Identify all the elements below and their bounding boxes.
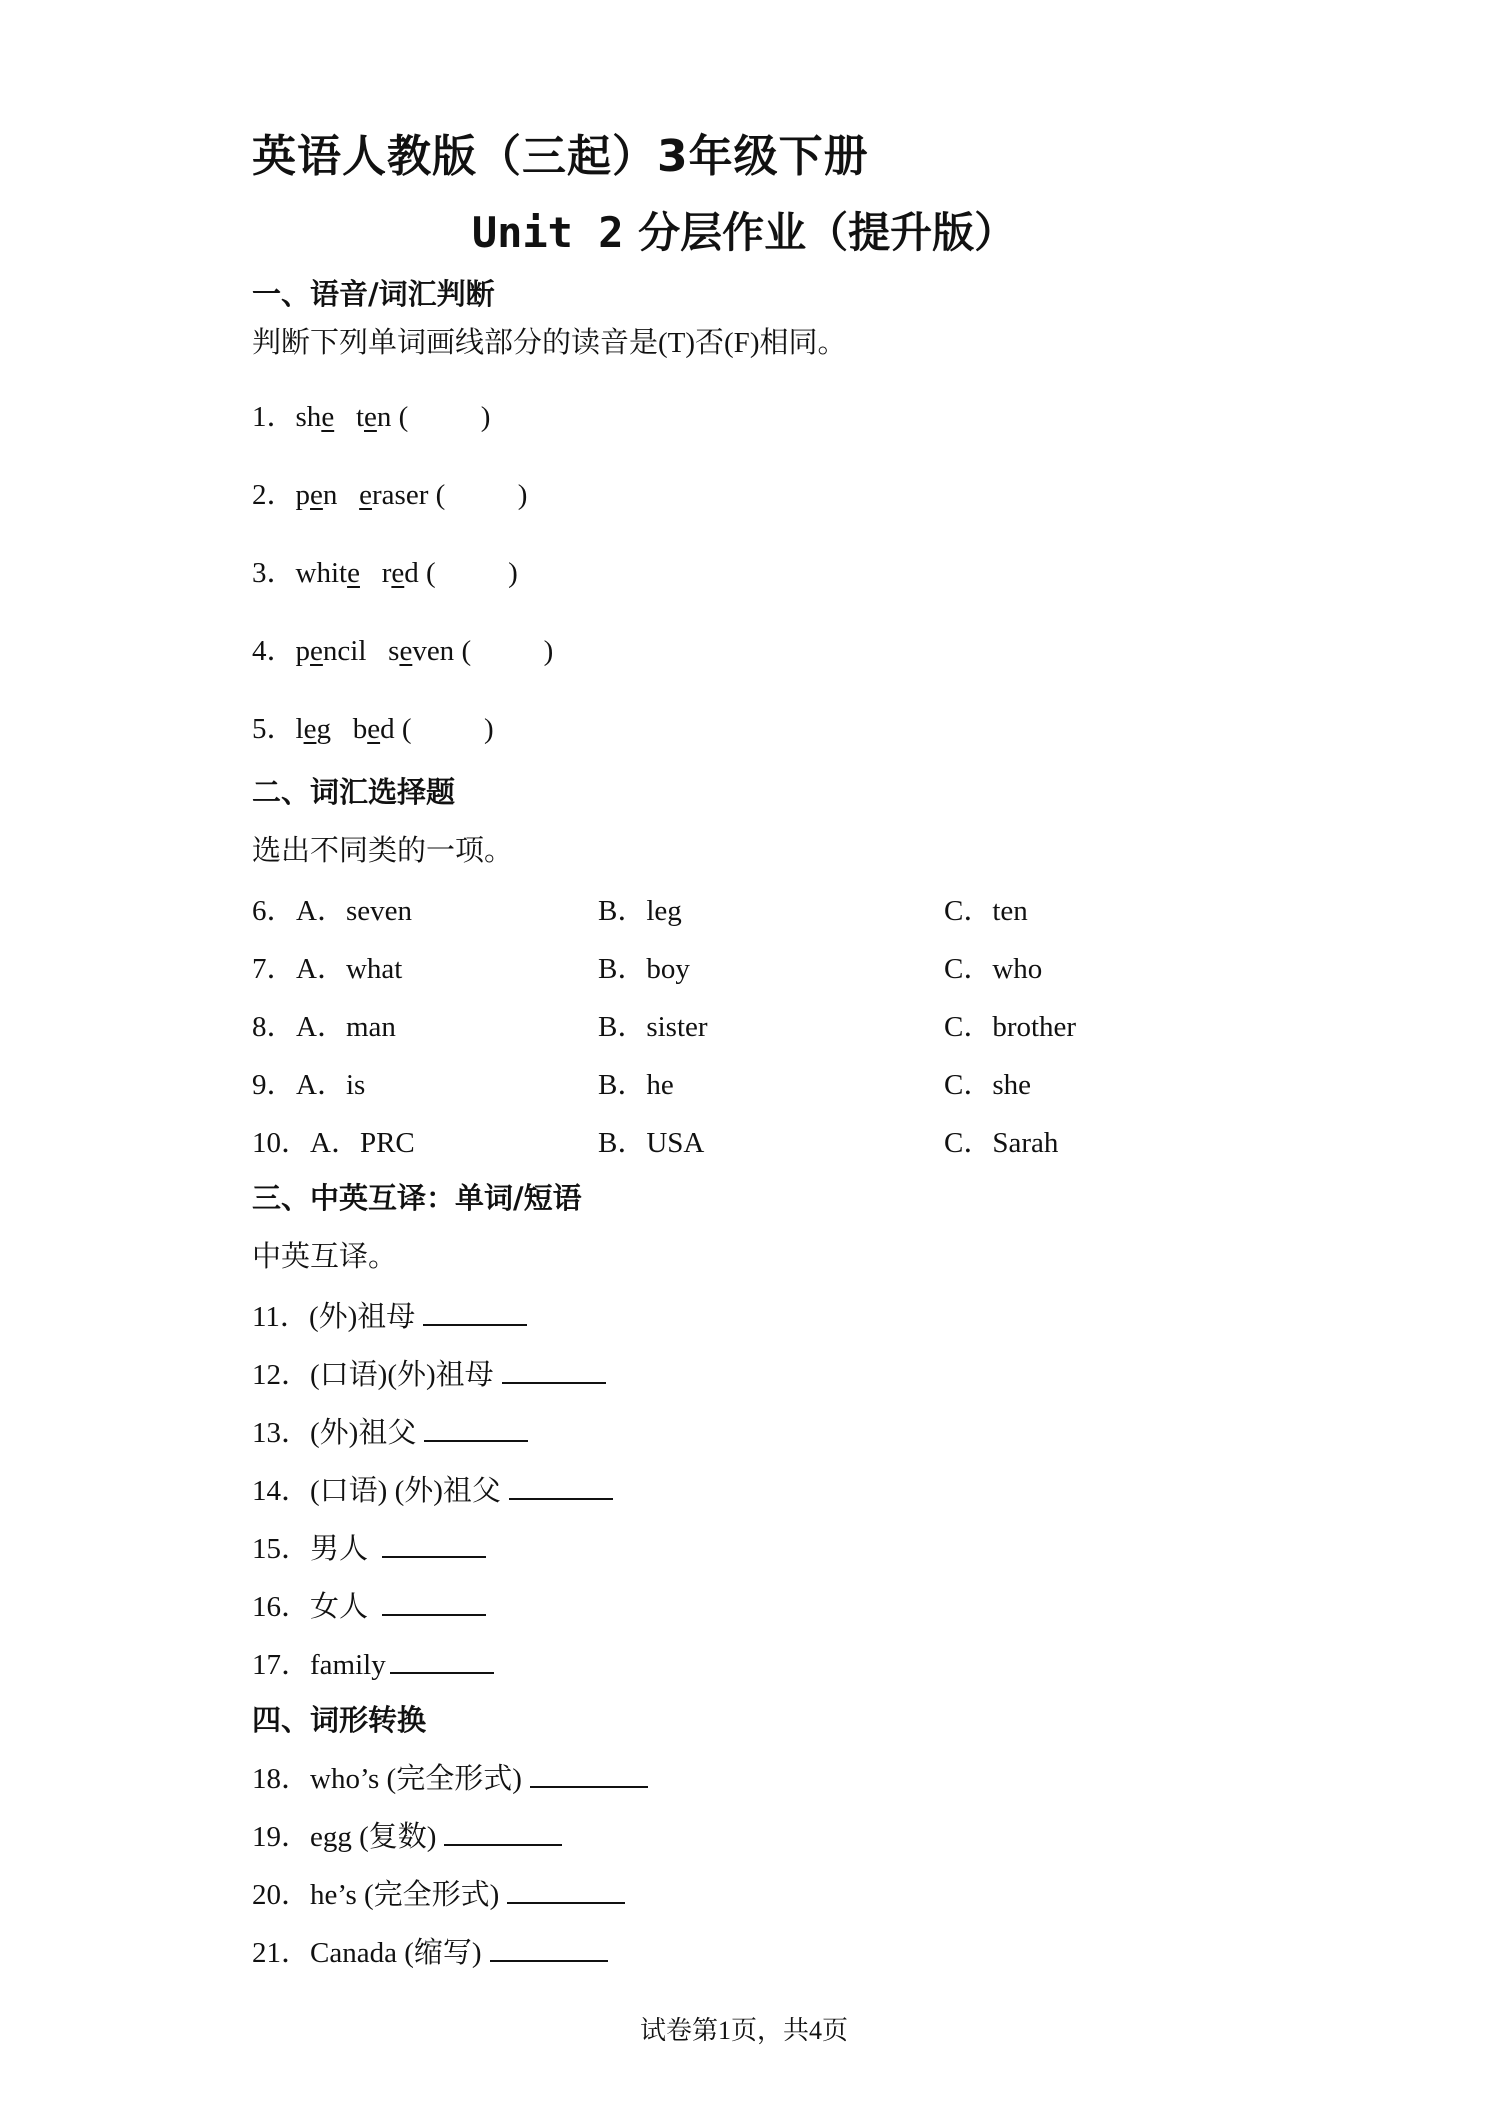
question-10-option-c[interactable]: C．Sarah <box>944 1127 1059 1159</box>
answer-blank[interactable] <box>390 1646 494 1674</box>
page-subtitle <box>0 200 1488 260</box>
question-7-option-b[interactable]: B．boy <box>598 953 690 985</box>
question-18: 18．who’s (完全形式) <box>252 1756 648 1797</box>
question-7-option-a[interactable]: A．what <box>296 953 403 985</box>
section3-heading: 三、中英互译：单词/短语 <box>252 1181 582 1215</box>
question-4: 4．pencil seven ( ) <box>252 635 554 667</box>
section3-instruction: 中英互译。 <box>252 1241 398 1273</box>
answer-blank[interactable] <box>490 1934 608 1962</box>
question-3: 3．white red ( ) <box>252 557 518 589</box>
answer-blank[interactable] <box>507 1876 625 1904</box>
question-10-option-b[interactable]: B．USA <box>598 1127 705 1159</box>
answer-blank[interactable] <box>530 1760 648 1788</box>
question-21: 21．Canada (缩写) <box>252 1930 608 1971</box>
answer-paren[interactable]: ( ) <box>435 479 528 511</box>
question-10-number: 10． <box>252 1127 311 1159</box>
question-20: 20．he’s (完全形式) <box>252 1872 625 1913</box>
question-6-number: 6． <box>252 895 296 927</box>
question-6-option-a[interactable]: A．seven <box>296 895 412 927</box>
answer-paren[interactable]: ( ) <box>398 401 491 433</box>
answer-blank[interactable] <box>382 1530 486 1558</box>
question-6-option-c[interactable]: C．ten <box>944 895 1028 927</box>
question-8-number: 8． <box>252 1011 296 1043</box>
question-9-option-a[interactable]: A．is <box>296 1069 366 1101</box>
question-5: 5．leg bed ( ) <box>252 713 494 745</box>
answer-blank[interactable] <box>444 1818 562 1846</box>
question-17: 17．family <box>252 1642 494 1683</box>
answer-blank[interactable] <box>424 1414 528 1442</box>
answer-paren[interactable]: ( ) <box>461 635 554 667</box>
question-8-option-a[interactable]: A．man <box>296 1011 396 1043</box>
answer-blank[interactable] <box>423 1298 527 1326</box>
answer-paren[interactable]: ( ) <box>426 557 518 589</box>
page-title: 英语人教版（三起）3年级下册 <box>252 131 869 182</box>
question-12: 12．(口语)(外)祖母 <box>252 1352 606 1393</box>
question-9-option-c[interactable]: C．she <box>944 1069 1032 1101</box>
subtitle-unit: Unit 2 <box>471 208 624 257</box>
question-14: 14．(口语) (外)祖父 <box>252 1468 613 1509</box>
section2-instruction: 选出不同类的一项。 <box>252 835 514 867</box>
question-7-number: 7． <box>252 953 296 985</box>
question-11: 11．(外)祖母 <box>252 1294 527 1335</box>
question-16: 16．女人 <box>252 1584 486 1625</box>
question-9-option-b[interactable]: B．he <box>598 1069 674 1101</box>
question-13: 13．(外)祖父 <box>252 1410 528 1451</box>
question-2: 2．pen eraser ( ) <box>252 479 528 511</box>
answer-paren[interactable]: ( ) <box>401 713 494 745</box>
page-footer: 试卷第1页，共4页 <box>639 2016 848 2045</box>
question-19: 19．egg (复数) <box>252 1814 562 1855</box>
question-6-option-b[interactable]: B．leg <box>598 895 682 927</box>
question-7-option-c[interactable]: C．who <box>944 953 1043 985</box>
answer-blank[interactable] <box>502 1356 606 1384</box>
question-8-option-c[interactable]: C．brother <box>944 1011 1077 1043</box>
subtitle-text: 分层作业（提升版） <box>638 208 1017 257</box>
question-10-option-a[interactable]: A．PRC <box>310 1127 415 1159</box>
answer-blank[interactable] <box>509 1472 613 1500</box>
answer-blank[interactable] <box>382 1588 486 1616</box>
question-1: 1．she ten ( ) <box>252 401 491 433</box>
section1-heading: 一、语音/词汇判断 <box>252 277 495 311</box>
section4-heading: 四、词形转换 <box>252 1703 427 1737</box>
question-8-option-b[interactable]: B．sister <box>598 1011 708 1043</box>
question-15: 15．男人 <box>252 1526 486 1567</box>
section2-heading: 二、词汇选择题 <box>252 775 456 809</box>
section1-instruction: 判断下列单词画线部分的读音是(T)否(F)相同。 <box>252 327 847 359</box>
question-9-number: 9． <box>252 1069 296 1101</box>
